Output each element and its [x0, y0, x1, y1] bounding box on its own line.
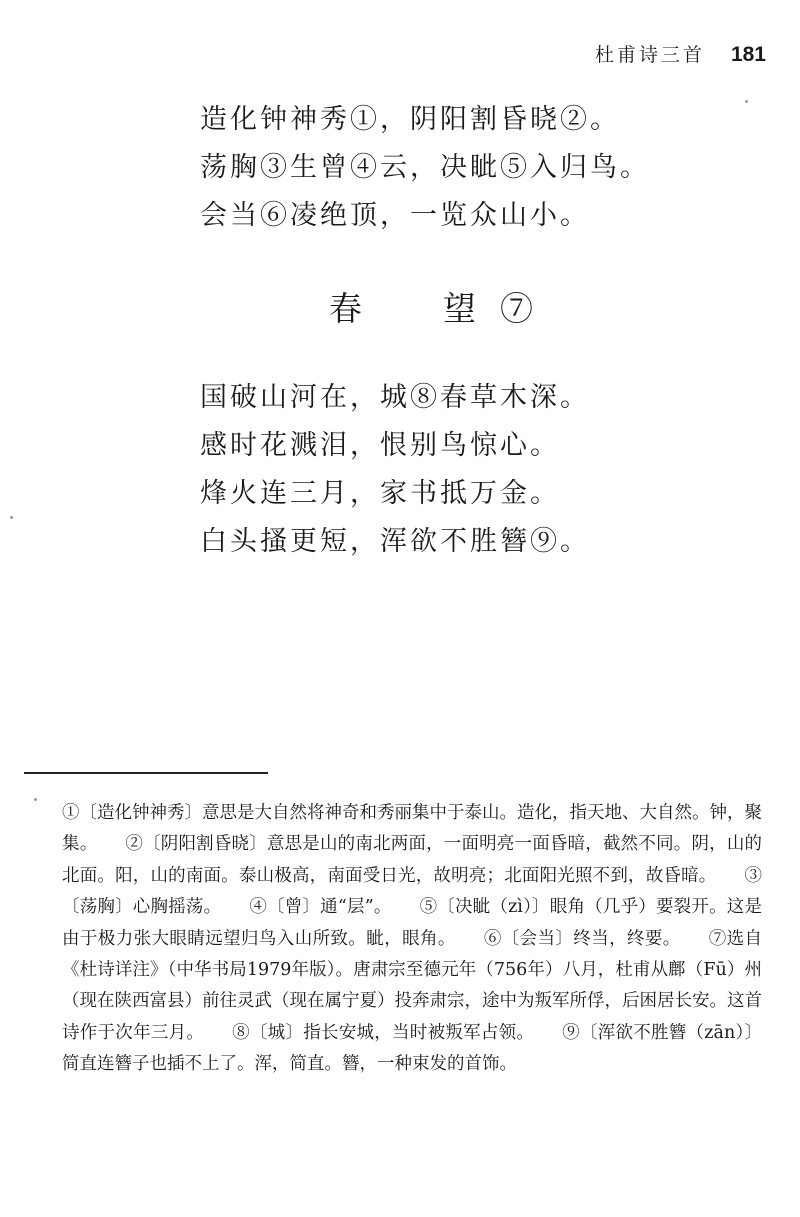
poem-line: 荡胸③生曾④云，决眦⑤入归鸟。: [200, 152, 650, 183]
poem-line: 国破山河在，城⑧春草木深。: [200, 382, 590, 413]
page-number: 181: [730, 43, 766, 66]
poem-title-chunwang: 春 望⑦: [329, 289, 557, 328]
footnote-8: ⑧〔城〕指长安城，当时被叛军占领。: [232, 1022, 535, 1043]
footnote-3: ③〔荡胸〕心胸摇荡。: [62, 865, 762, 918]
footnote-6: ⑥〔会当〕终当，终要。: [483, 928, 681, 949]
poem-wangyue-ending: [200, 96, 650, 240]
footnote-7: ⑦选自《杜诗详注》（中华书局1979年版）。唐肃宗至德元年（756年）八月，杜甫从鄜（Fū）州（现在陕西富县）前往灵武（现在属宁夏）投奔肃宗，途中为叛军所俘，后困居长安。这首诗作于次年三月。: [62, 928, 763, 1043]
footnote-9: ⑨〔浑欲不胜簪（zān）〕简直连簪子也插不上了。浑，简直。簪，一种束发的首饰。: [62, 1022, 763, 1075]
running-head-title: 杜甫诗三首: [594, 44, 705, 66]
page-header: [595, 40, 766, 67]
footnote-5: ⑤〔决眦（zì）〕眼角（几乎）要裂开。这是由于极力张大眼睛远望归鸟入山所致。眦，眼角。: [62, 897, 762, 949]
poem-line: 感时花溅泪，恨别鸟惊心。: [200, 430, 560, 461]
scan-speck: [745, 100, 748, 103]
poem-chunwang: [200, 374, 590, 566]
poem-line: 会当⑥凌绝顶，一览众山小。: [200, 200, 590, 231]
footnote-4: ④〔曾〕通“层”。: [249, 897, 392, 918]
footnote-divider: [24, 772, 268, 774]
poem-line: 造化钟神秀①，阴阳割昏晓②。: [200, 104, 620, 135]
scan-speck: [34, 798, 37, 801]
footnote-2: ②〔阴阳割昏晓〕意思是山的南北两面，一面明亮一面昏暗，截然不同。阴，山的北面。阳，山的南面。泰山极高，南面受日光，故明亮；北面阳光照不到，故昏暗。: [62, 834, 763, 886]
poem-line: 烽火连三月，家书抵万金。: [200, 478, 560, 509]
poem-line: 白头搔更短，浑欲不胜簪⑨。: [200, 526, 590, 557]
footnotes: [62, 798, 762, 1081]
scan-speck: [10, 516, 13, 519]
footnote-1: ①〔造化钟神秀〕意思是大自然将神奇和秀丽集中于泰山。造化，指天地、大自然。钟，聚集。: [62, 803, 762, 855]
